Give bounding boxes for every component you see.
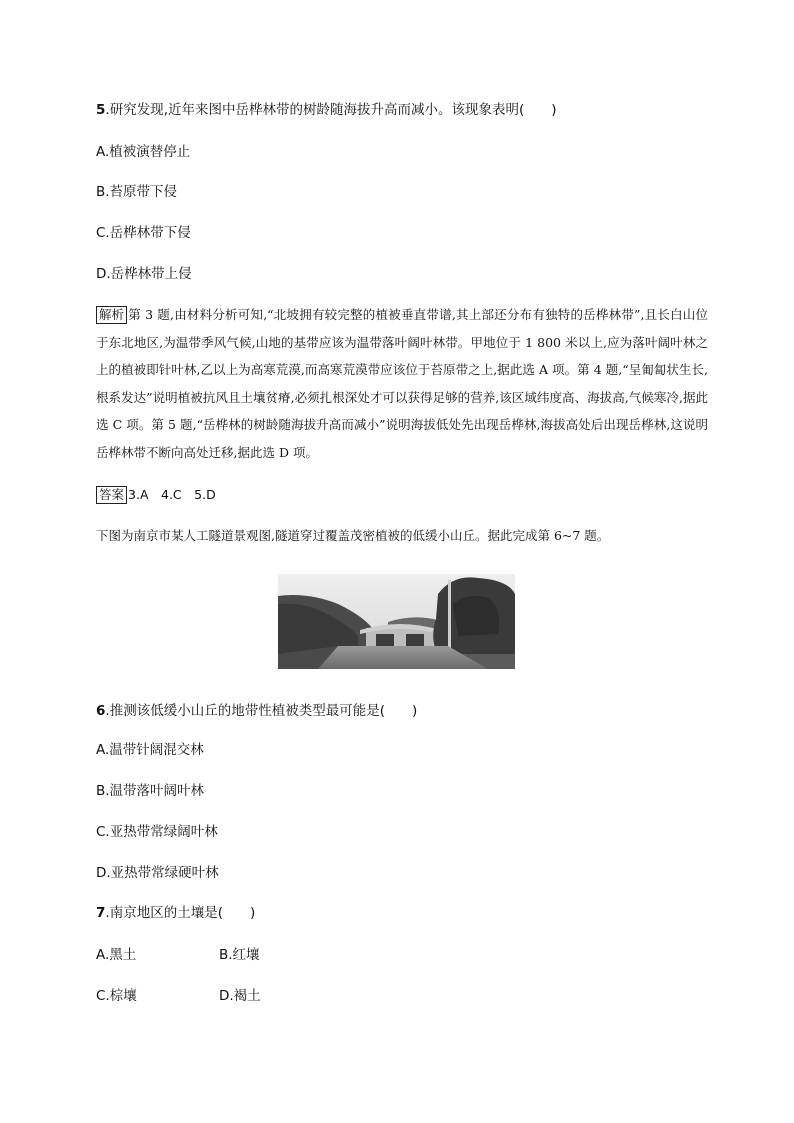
question-6-option-b: B.温带落叶阔叶林: [96, 783, 205, 799]
tunnel-landscape-photo: [278, 574, 515, 669]
answer-tag: 答案: [96, 486, 127, 504]
question-6-option-d: D.亚热带常绿硬叶林: [96, 865, 219, 881]
question-5-option-a: A.植被演替停止: [96, 144, 191, 160]
question-5-option-d: D.岳桦林带上侵: [96, 266, 192, 282]
answer-text: 3.A 4.C 5.D: [128, 487, 216, 502]
question-6-option-c: C.亚热带常绿阔叶林: [96, 824, 218, 840]
question-5-number: 5: [96, 102, 106, 118]
analysis-tag: 解析: [96, 306, 127, 324]
question-5-stem: [96, 101, 557, 119]
question-7-option-b: B.红壤: [219, 947, 260, 963]
question-6-number: 6: [96, 703, 106, 719]
question-5-option-b: B.苔原带下侵: [96, 184, 178, 200]
answer-line: [96, 486, 216, 504]
analysis-text: 第 3 题,由材料分析可知,“北坡拥有较完整的植被垂直带谱,其上部还分布有独特的岳桦林带”,且长白山位于东北地区,为温带季风气候,山地的基带应该为温带落叶阔叶林带。甲地位于 1 800 米以上,应为落叶阔叶林之上的植被即针叶林,乙以上为高寒荒漠,而高寒荒漠带应该位于苔原带之上,据此选 A 项。第 4 题,“呈匍匐状生长,根系发达”说明植被抗风且土壤贫瘠,必须扎根深处才可以获得足够的营养,该区域纬度高、海拔高,气候寒冷,据此选 C 项。第 5 题,“岳桦林的树龄随海拔升高而减小”说明海拔低处先出现岳桦林,海拔高处后出现岳桦林,这说明岳桦林带不断向高处迁移,据此选 D 项。: [96, 307, 708, 460]
question-6-text: .推测该低缓小山丘的地带性植被类型最可能是( ): [105, 703, 418, 719]
question-7-option-d: D.褐土: [219, 988, 261, 1004]
question-7-number: 7: [96, 905, 106, 921]
question-7-stem: [96, 904, 255, 922]
question-6-option-a: A.温带针阔混交林: [96, 742, 204, 758]
question-5-option-c: C.岳桦林带下侵: [96, 225, 191, 241]
question-7-text: .南京地区的土壤是( ): [105, 905, 256, 921]
question-7-option-c: C.棕壤: [96, 988, 137, 1004]
material-intro: 下图为南京市某人工隧道景观图,隧道穿过覆盖茂密植被的低缓小山丘。据此完成第 6~7 题。: [96, 528, 610, 543]
question-7-option-a: A.黑土: [96, 947, 137, 963]
question-6-stem: [96, 702, 417, 720]
analysis-block: [96, 301, 708, 466]
question-5-text: .研究发现,近年来图中岳桦林带的树龄随海拔升高而减小。该现象表明( ): [105, 102, 557, 118]
